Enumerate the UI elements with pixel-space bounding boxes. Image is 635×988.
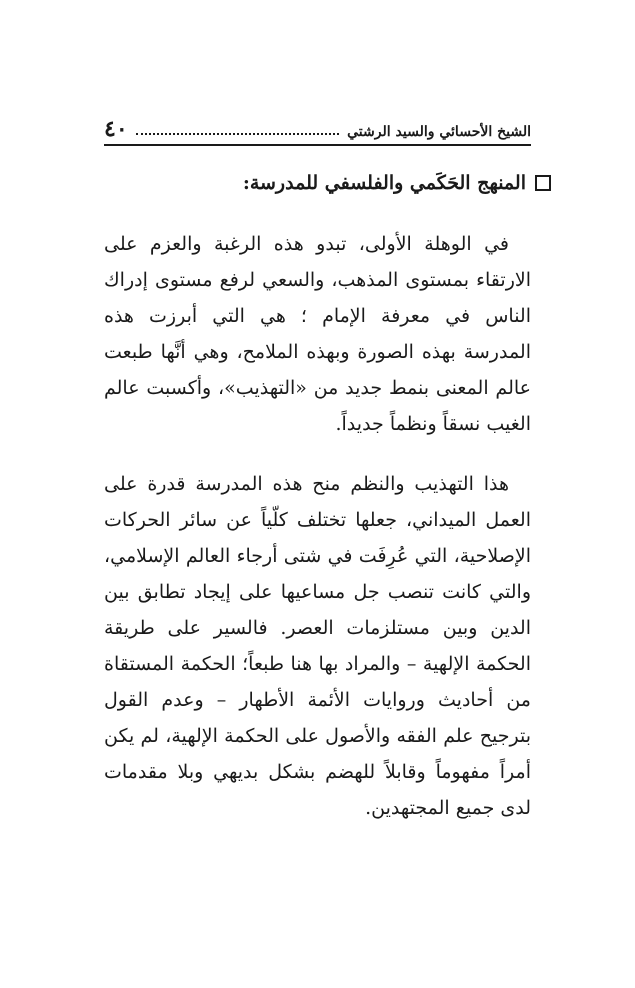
- running-header-title: الشيخ الأحسائي والسيد الرشتي: [347, 124, 531, 140]
- square-bullet-icon: [535, 175, 551, 191]
- section-heading-text: المنهج الحَكَمي والفلسفي للمدرسة:: [242, 172, 526, 194]
- running-header: [104, 112, 531, 146]
- section-heading: [84, 172, 551, 194]
- body-text: [104, 226, 531, 826]
- paragraph-1: في الوهلة الأولى، تبدو هذه الرغبة والعزم على الارتقاء بمستوى المذهب، والسعي لرفع مستوى إدراك الناس في معرفة الإمام ؛ هي التي أبرزت هذه المدرسة بهذه الصورة وبهذه الملامح، وهي أنَّها طبعت عالم المعنى بنمط جديد من «التهذيب»، وأكسبت عالم الغيب نسقاً ونظماً جديداً.: [104, 233, 531, 435]
- header-dot-leader: [136, 133, 340, 135]
- paragraph-2: هذا التهذيب والنظم منح هذه المدرسة قدرة على العمل الميداني، جعلها تختلف كلّياً عن سائر الحركات الإصلاحية، التي عُرِفَت في شتى أرجاء العالم الإسلامي، والتي كانت تنصب جل مساعيها على إيجاد تطابق بين الدين وبين مستلزمات العصر. فالسير على طريقة الحكمة الإلهية – والمراد بها هنا طبعاً؛ الحكمة المستقاة من أحاديث وروايات الأئمة الأطهار – وعدم القول بترجيح علم الفقه والأصول على الحكمة الإلهية، لم يكن أمراً مفهوماً وقابلاً للهضم بشكل بديهي وبلا مقدمات لدى جميع المجتهدين.: [104, 473, 531, 819]
- page-number: ٤٠: [104, 116, 128, 142]
